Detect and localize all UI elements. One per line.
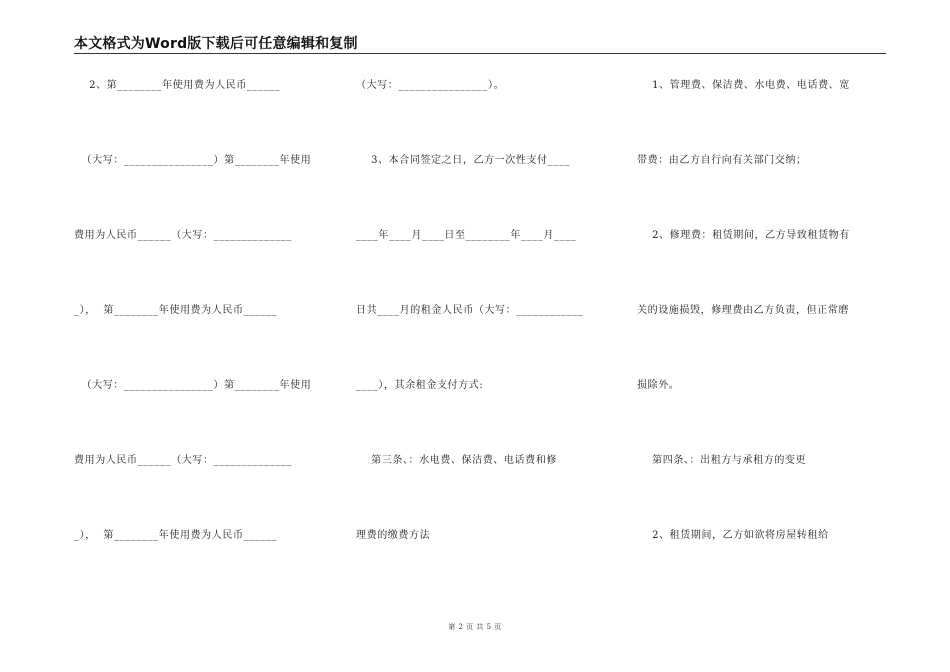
text-column-3 bbox=[637, 0, 889, 672]
column-1-line-1: 2、第________年使用费为人民币______ bbox=[74, 80, 281, 91]
column-3-line-7: 2、租赁期间，乙方如欲将房屋转租给 bbox=[637, 530, 829, 541]
column-2-line-1: （大写：________________）。 bbox=[356, 80, 505, 91]
column-1-line-2: （大写：________________）第________年使用 bbox=[74, 155, 312, 166]
document-header-title: 本文格式为Word版下载后可任意编辑和复制 bbox=[74, 36, 358, 52]
column-1-line-3: 费用为人民币______（大写：______________ bbox=[74, 230, 292, 241]
column-1-line-6: 费用为人民币______（大写：______________ bbox=[74, 455, 292, 466]
column-3-line-5: 损除外。 bbox=[637, 380, 680, 391]
column-3-line-3: 2、修理费：租赁期间，乙方导致租赁物有 bbox=[637, 230, 850, 241]
text-column-1 bbox=[74, 0, 324, 672]
column-2-line-7: 理费的缴费方法 bbox=[356, 530, 431, 541]
column-1-line-5: （大写：________________）第________年使用 bbox=[74, 380, 312, 391]
column-2-line-5: ____），其余租金支付方式: bbox=[356, 380, 484, 391]
column-2-line-6: 第三条、：水电费、保洁费、电话费和修 bbox=[356, 455, 557, 466]
column-1-line-7: _）， 第________年使用费为人民币______ bbox=[74, 530, 278, 541]
column-3-line-4: 关的设施损毁，修理费由乙方负责，但正常磨 bbox=[637, 305, 849, 316]
column-2-line-4: 日共____月的租金人民币（大写：____________ bbox=[356, 305, 584, 316]
column-3-line-2: 带费：由乙方自行向有关部门交纳； bbox=[637, 155, 807, 166]
column-3-line-6: 第四条、：出租方与承租方的变更 bbox=[637, 455, 807, 466]
column-2-line-3: ____年____月____日至________年____月____ bbox=[356, 230, 577, 241]
column-2-line-2: 3、本合同签定之日，乙方一次性支付____ bbox=[356, 155, 571, 166]
text-column-2 bbox=[356, 0, 608, 672]
column-3-line-1: 1、管理费、保洁费、水电费、电话费、宽 bbox=[637, 80, 850, 91]
page-number-footer: 第 2 页 共 5 页 bbox=[448, 623, 502, 631]
column-1-line-4: _）， 第________年使用费为人民币______ bbox=[74, 305, 278, 316]
